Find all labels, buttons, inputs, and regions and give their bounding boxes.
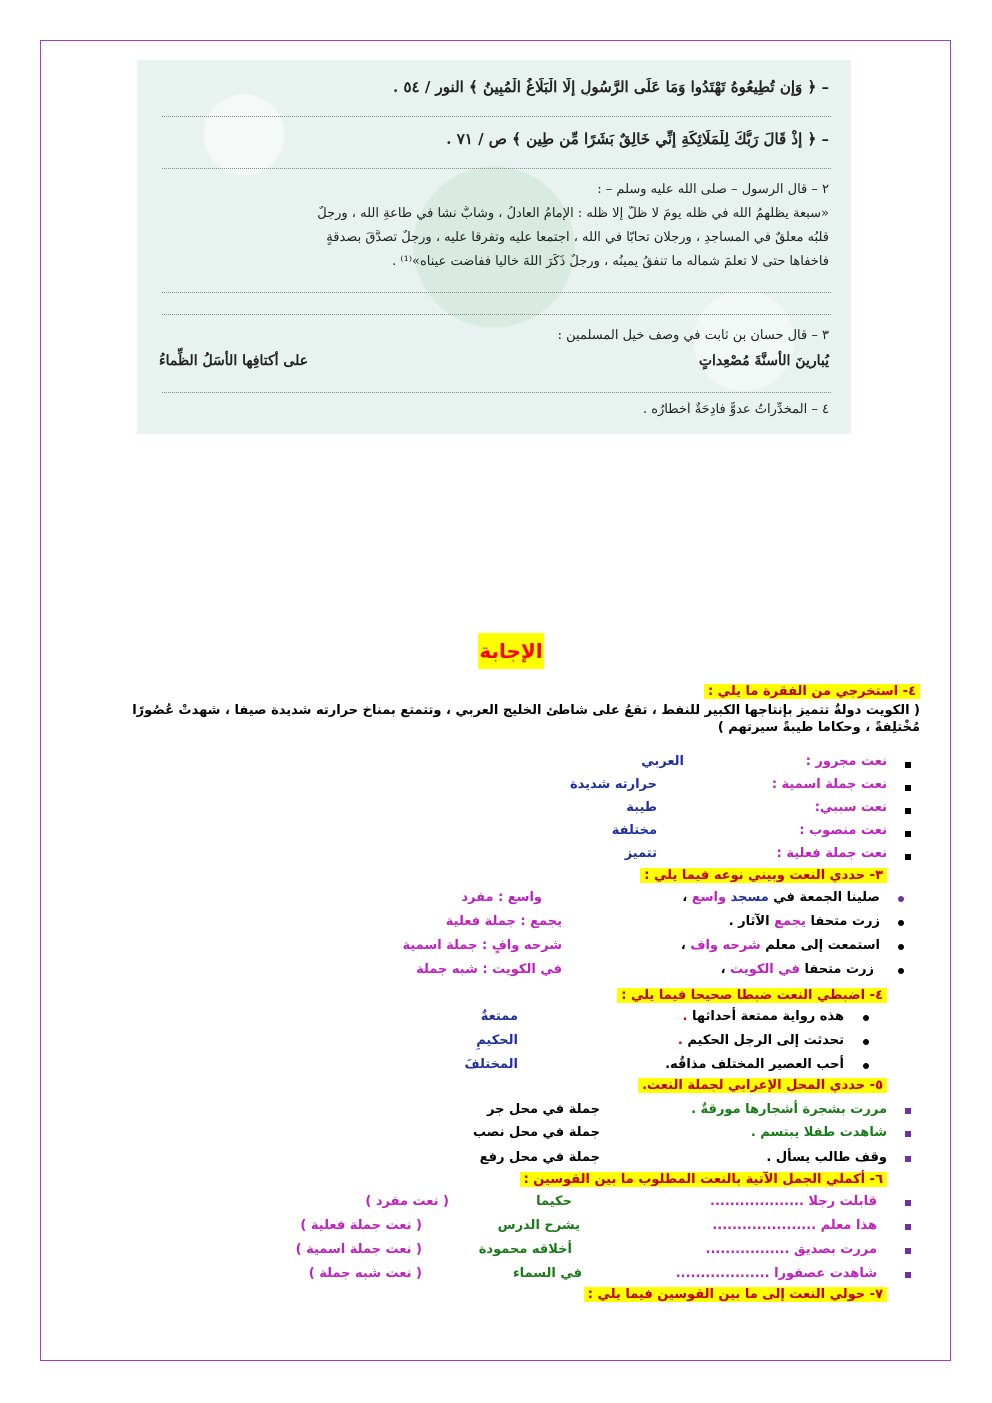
answer-dotted-line bbox=[162, 168, 831, 169]
q4b-answer-3: المختلفَ bbox=[464, 1057, 518, 1072]
bullet bbox=[898, 896, 904, 902]
sentence-4: ٤ – المخدِّراتُ عدوٌّ فادِحَةٌ أخطارُه . bbox=[642, 402, 829, 417]
q3-answer-2: يجمع : جملة فعلية bbox=[445, 914, 562, 929]
q5-answer-2: جملة في محل نصب bbox=[473, 1125, 600, 1140]
q4b-s2-dot: . bbox=[677, 1033, 683, 1048]
q4a-label-3: نعت سببي: bbox=[814, 800, 887, 815]
q3-s1-adj: واسع bbox=[691, 890, 731, 905]
q3-answer-1: واسع : مفرد bbox=[461, 890, 542, 905]
q4a-heading-text: ٤- استخرجي من الفقرة ما يلي : bbox=[704, 684, 920, 699]
q3-s4-post: ، bbox=[720, 962, 731, 977]
answer-dotted-line bbox=[162, 116, 831, 117]
bullet bbox=[905, 1108, 911, 1114]
answer-dotted-line bbox=[162, 392, 831, 393]
q6-sentence-1: قابلت رجلا ................... bbox=[710, 1194, 877, 1209]
q5-answer-1: جملة في محل جر bbox=[487, 1102, 600, 1117]
q5-sentence-1: مررت بشجرة أشجارها مورقةٌ . bbox=[691, 1102, 887, 1117]
bullet bbox=[905, 854, 911, 860]
hadith-line-2: قلبُه معلقٌ في المساجدِ ، ورجلان تحابّا في الله ، اجتمعا عليه وتفرقا عليه ، ورجلٌ تصدَّقَ بصدقةٍ bbox=[326, 230, 829, 245]
q4b-answer-2: الحكيمِ bbox=[476, 1033, 518, 1048]
q5-answer-3: جملة في محل رفع bbox=[479, 1150, 600, 1165]
answer-dotted-line bbox=[162, 314, 831, 315]
bullet bbox=[863, 1015, 869, 1021]
q6-sentence-2: هذا معلم ..................... bbox=[712, 1218, 877, 1233]
bullet bbox=[905, 831, 911, 837]
q3-s1-pre: صلينا الجمعة في bbox=[768, 890, 880, 905]
q3-sentence-1 bbox=[682, 889, 880, 907]
q4a-heading bbox=[704, 683, 920, 701]
bullet bbox=[905, 808, 911, 814]
q4b-s1-text: هذه رواية ممتعة أحداثها bbox=[692, 1009, 844, 1024]
q6-answer-2: يشرح الدرس bbox=[497, 1218, 580, 1233]
q3-s3-adj: شرحه واف bbox=[690, 938, 761, 953]
q5-sentence-3: وقف طالب يسأل . bbox=[766, 1150, 887, 1165]
q3-s2-pre: زرت متحفا bbox=[805, 914, 880, 929]
bullet bbox=[905, 1200, 911, 1206]
q4a-label-2: نعت جملة اسمية : bbox=[771, 777, 887, 792]
bullet bbox=[905, 1224, 911, 1230]
q4b-s2-text: تحدثت إلى الرجل الحكيم bbox=[687, 1033, 844, 1048]
q3-s2-post: الآثار . bbox=[728, 914, 775, 929]
q4a-paragraph-line-1: ( الكويت دولةٌ تتميز بإنتاجها الكبير للنفط ، تقعُ على شاطئ الخليج العربي ، وتتمتع بمناخ حرارته شديدة صيفا ، شهدتْ عُصُورًا bbox=[132, 703, 920, 718]
q3-s1-noun: مسجد bbox=[730, 890, 769, 905]
q3-sentence-2 bbox=[729, 913, 880, 931]
q4b-heading bbox=[617, 987, 887, 1005]
q7-heading bbox=[584, 1286, 887, 1304]
q6-answer-3: أخلاقه محمودة bbox=[478, 1242, 572, 1257]
hadith-line-1: «سبعة يظلُّهمُ الله في ظله يومَ لا ظلَّ إلا ظلّه : الإمامُ العادلُ ، وشابٌّ نشأ في طاعةِ الله ، ورجلٌ bbox=[317, 206, 829, 221]
q6-type-1: ( نعت مفرد ) bbox=[365, 1194, 449, 1209]
hadith-line-3: فأخفاها حتى لا تعلمَ شمالُه ما تنفقُ يمينُه ، ورجلٌ ذَكَرَ اللهَ خالياً ففاضت عيناه»⁽¹⁾ . bbox=[392, 254, 829, 269]
q6-answer-4: في السماء bbox=[513, 1266, 582, 1281]
q3-s3-pre: استمعت إلى معلم bbox=[760, 938, 880, 953]
q5-heading-text: ٥- حددي المحل الإعرابي لجملة النعت. bbox=[638, 1078, 887, 1093]
q6-sentence-4: شاهدت عصفورا ................... bbox=[675, 1266, 877, 1281]
bullet bbox=[905, 1156, 911, 1162]
q4a-label-1: نعت مجرور : bbox=[805, 754, 887, 769]
q4a-paragraph-line-2: مُخْتلِفةً ، وحكاما طيبةً سيرتهم ) bbox=[717, 720, 920, 735]
answer-title: الإجابة bbox=[478, 633, 544, 669]
bullet bbox=[905, 785, 911, 791]
q6-type-4: ( نعت شبه جملة ) bbox=[308, 1266, 422, 1281]
bullet bbox=[898, 944, 904, 950]
q6-type-3: ( نعت جملة اسمية ) bbox=[295, 1242, 422, 1257]
q3-answer-3: شرحه وافٍ : جملة اسمية bbox=[402, 938, 562, 953]
q3-s4-adj: في الكويت bbox=[730, 962, 800, 977]
q5-sentence-2: شاهدت طفلا يبتسم . bbox=[750, 1125, 887, 1140]
q4a-answer-2: حرارته شديدة bbox=[569, 777, 657, 792]
q3-s3-post: ، bbox=[680, 938, 691, 953]
bullet bbox=[863, 1039, 869, 1045]
poem-right-hemistich: يُبارينَ الأسنَّةَ مُصْعِداتٍ bbox=[698, 353, 829, 369]
q4b-sentence-2 bbox=[678, 1032, 844, 1050]
answer-dotted-line bbox=[162, 292, 831, 293]
poem-heading: ٣ – قال حسان بن ثابت في وصف خيل المسلمين : bbox=[557, 328, 829, 343]
q3-s4-pre: زرت متحفا bbox=[799, 962, 874, 977]
q4a-answer-3: طيبة bbox=[626, 800, 657, 815]
bullet bbox=[905, 762, 911, 768]
bullet bbox=[863, 1063, 869, 1069]
bullet bbox=[905, 1272, 911, 1278]
q6-heading bbox=[520, 1171, 887, 1189]
q3-s2-adj: يجمع bbox=[774, 914, 806, 929]
hadith-heading: ٢ – قال الرسول – صلى الله عليه وسلم – : bbox=[597, 182, 829, 197]
q3-sentence-3 bbox=[681, 937, 880, 955]
q4a-label-5: نعت جملة فعلية : bbox=[776, 846, 887, 861]
q4a-answer-1: العربي bbox=[641, 754, 684, 769]
q4b-sentence-1 bbox=[683, 1008, 844, 1026]
bullet bbox=[905, 1131, 911, 1137]
q3-answer-4: في الكويت : شبه جملة bbox=[416, 962, 562, 977]
q4b-heading-text: ٤- اضبطي النعت ضبطا صحيحا فيما يلي : bbox=[617, 988, 887, 1003]
bullet bbox=[905, 1248, 911, 1254]
q3-heading bbox=[640, 867, 887, 885]
q5-heading bbox=[638, 1077, 887, 1095]
q4a-answer-5: تتميز bbox=[624, 846, 657, 861]
q4b-answer-1: ممتعةٌ bbox=[480, 1009, 518, 1024]
bullet bbox=[898, 968, 904, 974]
q4a-label-4: نعت منصوب : bbox=[799, 823, 887, 838]
bullet bbox=[898, 920, 904, 926]
verse-line-1: – ﴿ وَإِن تُطِيعُوهُ تَهْتَدُوا وَمَا عَلَى الرَّسُولِ إِلَّا الْبَلَاغُ الْمُبِينُ ﴾ النور / ٥٤ . bbox=[393, 78, 829, 96]
q4a-answer-4: مختلفة bbox=[611, 823, 657, 838]
q4b-sentence-3: أحب العصير المختلف مذاقُه. bbox=[665, 1057, 844, 1072]
q4b-s1-dot: . bbox=[682, 1009, 688, 1024]
verse-line-2: – ﴿ إِذْ قَالَ رَبُّكَ لِلْمَلَائِكَةِ إِنِّي خَالِقٌ بَشَرًا مِّن طِينٍ ﴾ ص / ٧١ . bbox=[446, 130, 829, 148]
q3-sentence-4 bbox=[721, 961, 874, 979]
q6-answer-1: حكيما bbox=[536, 1194, 572, 1209]
q3-heading-text: ٣- حددي النعت وبيني نوعه فيما يلي : bbox=[640, 868, 887, 883]
poem-left-hemistich: على أكتافِها الأسَلُ الظِّماءُ bbox=[159, 353, 309, 369]
textbook-excerpt bbox=[137, 60, 851, 434]
q3-s1-post: ، bbox=[682, 890, 692, 905]
q7-heading-text: ٧- حولي النعت إلى ما بين القوسين فيما يلي : bbox=[584, 1287, 887, 1302]
q6-heading-text: ٦- أكملي الجمل الآتية بالنعت المطلوب ما بين القوسين : bbox=[520, 1172, 887, 1187]
q6-sentence-3: مررت بصديق ................. bbox=[705, 1242, 877, 1257]
q6-type-2: ( نعت جملة فعلية ) bbox=[300, 1218, 422, 1233]
